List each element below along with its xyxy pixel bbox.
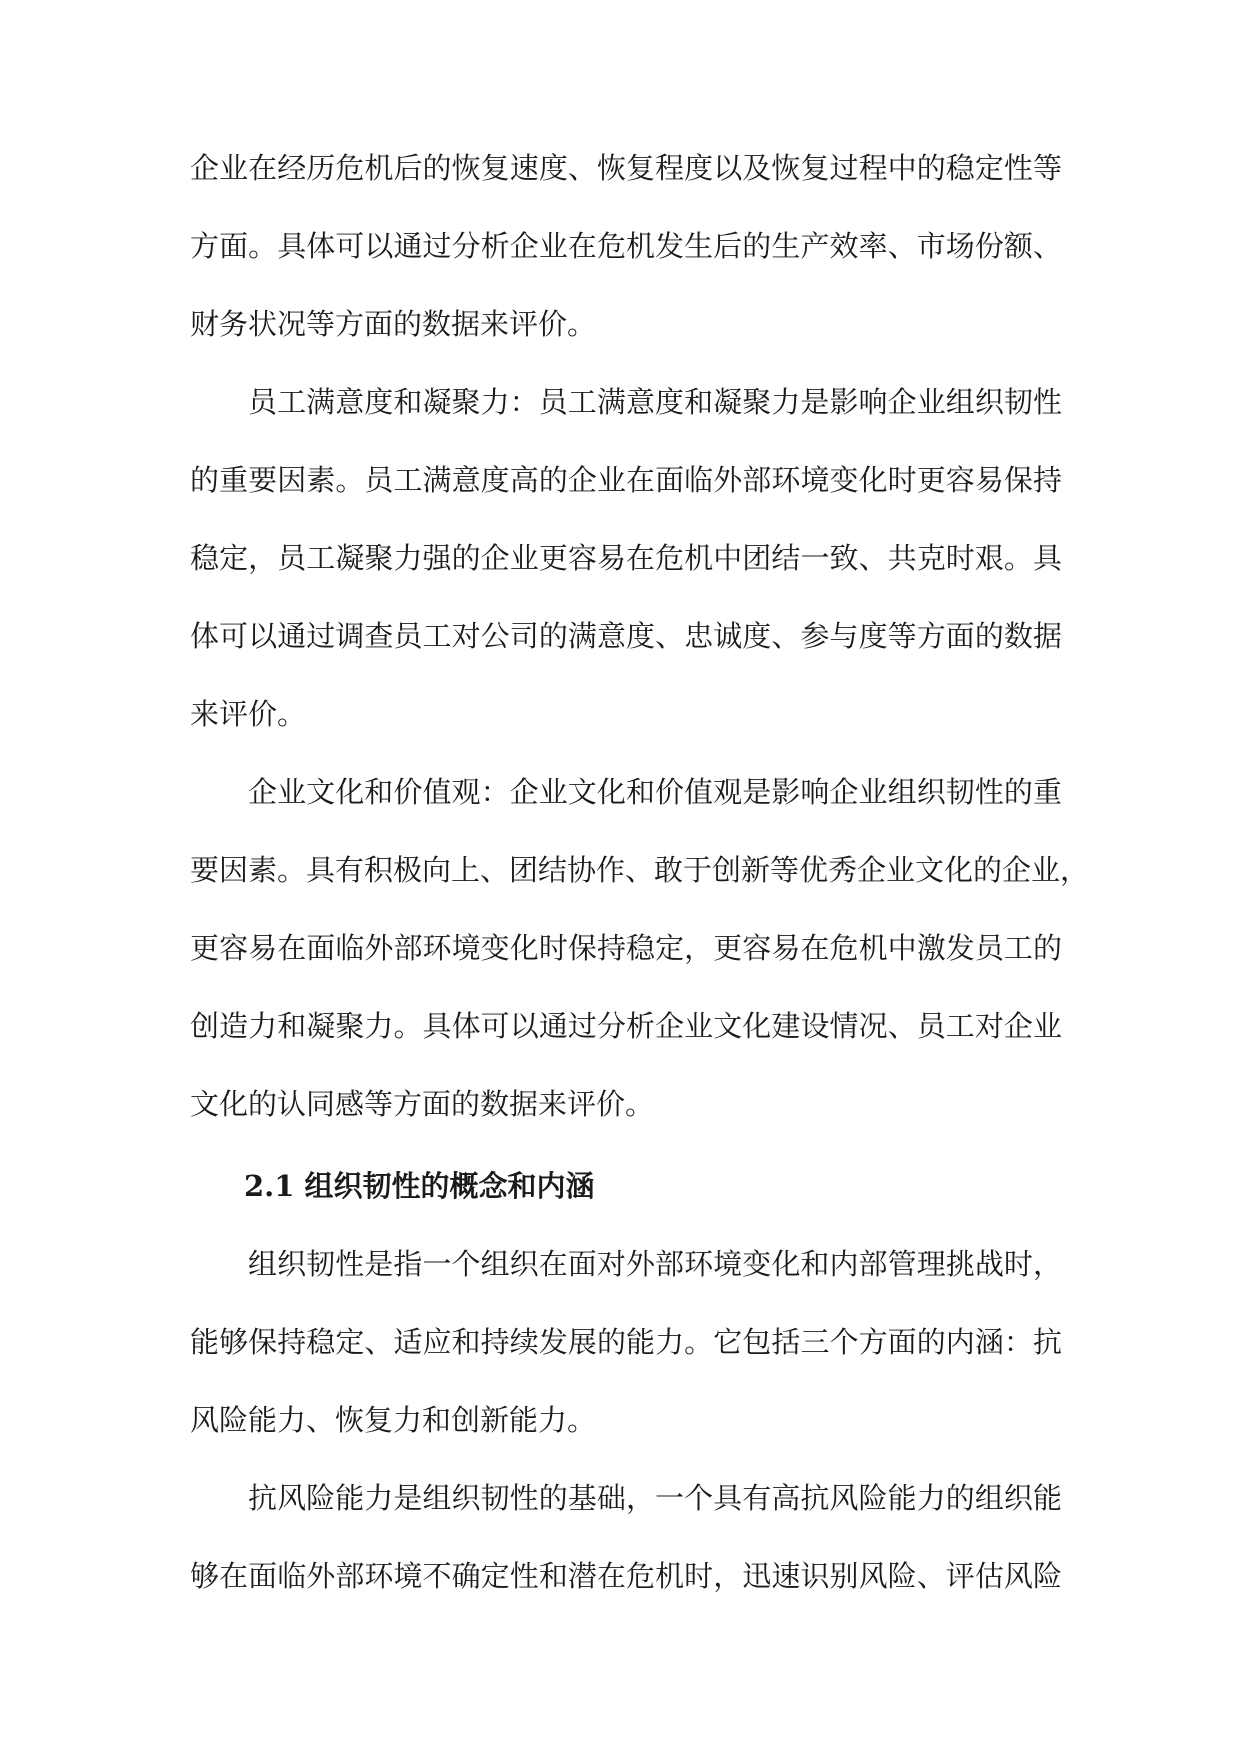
text-line: 的重要因素。员工满意度高的企业在面临外部环境变化时更容易保持 xyxy=(190,463,1062,497)
text-line: 文化的认同感等方面的数据来评价。 xyxy=(190,1087,655,1121)
text-line: 稳定，员工凝聚力强的企业更容易在危机中团结一致、共克时艰。具 xyxy=(190,541,1062,575)
text-line: 能够保持稳定、适应和持续发展的能力。它包括三个方面的内涵：抗 xyxy=(190,1325,1062,1359)
text-line: 体可以通过调查员工对公司的满意度、忠诚度、参与度等方面的数据 xyxy=(190,619,1062,653)
text-line: 更容易在面临外部环境变化时保持稳定，更容易在危机中激发员工的 xyxy=(190,931,1062,965)
text-line: 风险能力、恢复力和创新能力。 xyxy=(190,1403,597,1437)
text-line: 组织韧性是指一个组织在面对外部环境变化和内部管理挑战时， xyxy=(248,1247,1062,1281)
text-line: 员工满意度和凝聚力：员工满意度和凝聚力是影响企业组织韧性 xyxy=(248,385,1062,419)
text-line: 够在面临外部环境不确定性和潜在危机时，迅速识别风险、评估风险 xyxy=(190,1559,1062,1593)
text-line: 抗风险能力是组织韧性的基础，一个具有高抗风险能力的组织能 xyxy=(248,1481,1062,1515)
text-line: 要因素。具有积极向上、团结协作、敢于创新等优秀企业文化的企业， xyxy=(190,853,1090,887)
text-line: 方面。具体可以通过分析企业在危机发生后的生产效率、市场份额、 xyxy=(190,229,1062,263)
section-heading: 2.1 组织韧性的概念和内涵 xyxy=(244,1169,595,1203)
text-line: 财务状况等方面的数据来评价。 xyxy=(190,307,597,341)
text-line: 创造力和凝聚力。具体可以通过分析企业文化建设情况、员工对企业 xyxy=(190,1009,1062,1043)
text-line: 企业文化和价值观：企业文化和价值观是影响企业组织韧性的重 xyxy=(248,775,1062,809)
text-line: 来评价。 xyxy=(190,697,307,731)
text-line: 企业在经历危机后的恢复速度、恢复程度以及恢复过程中的稳定性等 xyxy=(190,151,1062,185)
